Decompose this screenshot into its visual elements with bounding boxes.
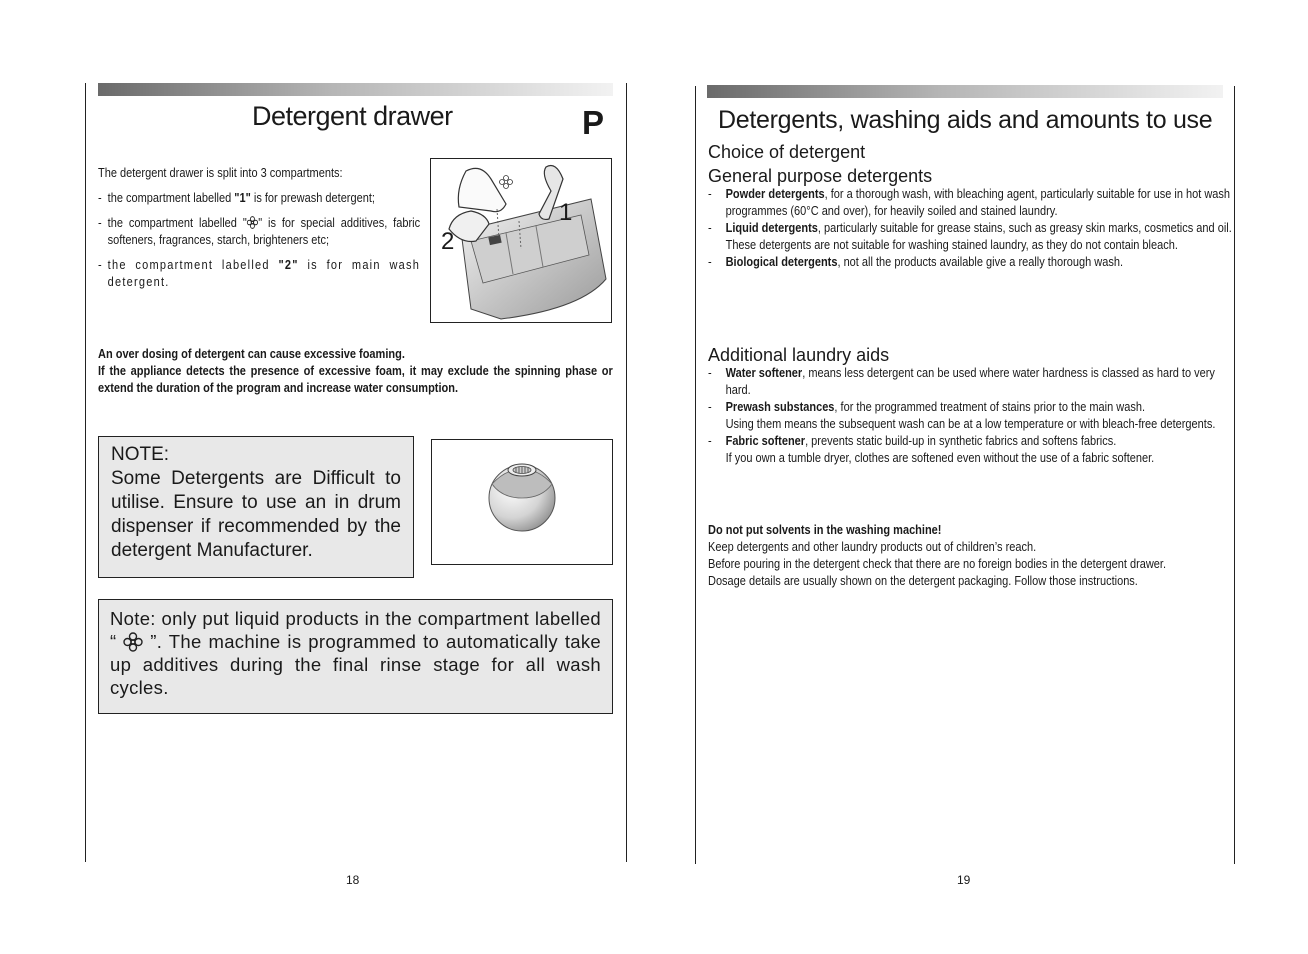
note-box-liquid-products xyxy=(98,599,613,714)
left-page-outer-border xyxy=(85,83,86,862)
list-item: - Powder detergents, for a thorough wash, with bleaching agent, particularly suitable for use in hot wash programmes (60°C and over), for heavily soiled and stained laundry. xyxy=(708,187,1231,218)
flower-icon xyxy=(123,632,143,652)
in-drum-dispenser-illustration xyxy=(432,440,612,564)
note-title: NOTE: xyxy=(111,444,170,465)
note-body: Some Detergents are Difficult to utilise. Ensure to use an in drum dispenser if recommended by the detergent Manufacturer. xyxy=(111,468,401,561)
solvents-warning: Do not put solvents in the washing machine! xyxy=(708,523,942,537)
page-title-detergents: Detergents, washing aids and amounts to use xyxy=(718,106,1213,134)
additional-laundry-aids-heading: Additional laundry aids xyxy=(708,345,890,365)
list-item: - Prewash substances, for the programmed treatment of stains prior to the main wash. Using them means the subsequent wash can be at a low temperature or with bleach-free detergents. xyxy=(708,400,1216,431)
compartment-2-callout: 2 xyxy=(441,228,455,255)
section-mark: P xyxy=(582,104,605,141)
page-number-right: 19 xyxy=(957,873,971,887)
laundry-aids-list xyxy=(708,365,1218,467)
page-title-detergent-drawer: Detergent drawer xyxy=(252,101,453,131)
note-box-in-drum-dispenser xyxy=(98,436,414,578)
list-item: - Fabric softener, prevents static build-up in synthetic fabrics and softens fabrics. If you own a tumble dryer, clothes are softened even without the use of a fabric softener. xyxy=(708,434,1155,465)
compartment-1-callout: 1 xyxy=(559,199,573,226)
left-page-inner-border xyxy=(626,83,627,862)
choice-of-detergent-heading: Choice of detergent xyxy=(708,142,866,162)
detergent-list xyxy=(708,186,1232,271)
compartment-description xyxy=(98,165,420,291)
page-number-left: 18 xyxy=(346,873,360,887)
compartment-2-item: - the compartment labelled "2" is for main wash detergent. xyxy=(98,258,421,289)
compartment-flower-item: - the compartment labelled " " is for special additives, fabric softeners, fragrances, starch, brighteners etc; xyxy=(98,216,421,247)
detergent-drawer-illustration xyxy=(431,159,611,322)
safety-line: Dosage details are usually shown on the detergent packaging. Follow those instructions. xyxy=(708,574,1138,588)
overdosing-warning xyxy=(98,346,613,397)
safety-line: Before pouring in the detergent check that there are no foreign bodies in the detergent drawer. xyxy=(708,557,1167,571)
note2-text-start: Note: only put liquid products in the compartment labelled “ xyxy=(110,608,601,652)
warning-line-2: If the appliance detects the presence of excessive foam, it may exclude the spinning phase or extend the duration of the program and increase water consumption. xyxy=(98,364,613,395)
compartment-1-item: - the compartment labelled "1" is for prewash detergent; xyxy=(98,191,375,205)
warning-line-1: An over dosing of detergent can cause excessive foaming. xyxy=(98,347,405,361)
flower-icon xyxy=(247,216,258,229)
right-page-inner-border xyxy=(695,86,696,864)
intro-text: The detergent drawer is split into 3 compartments: xyxy=(98,166,343,180)
detergent-drawer-figure xyxy=(430,158,612,323)
left-header-bar xyxy=(98,83,613,96)
note2-text-end: ”. The machine is programmed to automatically take up additives during the final rinse stage for all wash cycles. xyxy=(110,631,601,698)
right-header-bar xyxy=(707,85,1223,98)
safety-line: Keep detergents and other laundry products out of children’s reach. xyxy=(708,540,1037,554)
general-purpose-heading: General purpose detergents xyxy=(708,166,933,186)
list-item: - Biological detergents, not all the products available give a really thorough wash. xyxy=(708,255,1124,269)
dispenser-ball-figure xyxy=(431,439,613,565)
list-item: - Water softener, means less detergent can be used where water hardness is classed as hard to very hard. xyxy=(708,366,1215,397)
safety-section xyxy=(708,522,1218,590)
list-item: - Liquid detergents, particularly suitable for grease stains, such as greasy skin marks, cosmetics and oil. These detergents are not suitable for washing stained laundry, as they do not contain bleach. xyxy=(708,221,1232,252)
